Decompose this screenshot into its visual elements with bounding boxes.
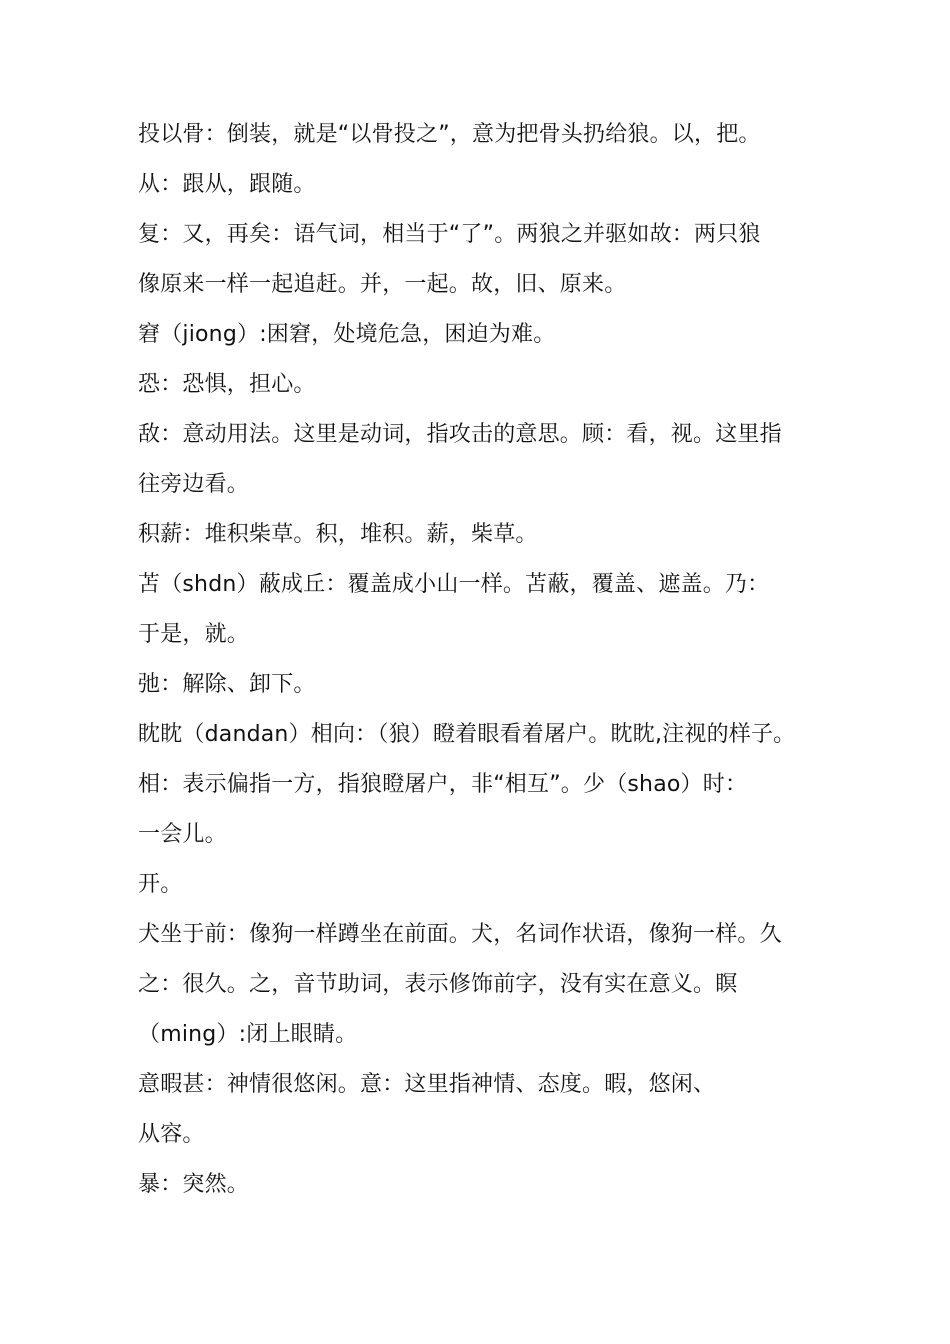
- text-line: 投以骨：倒装，就是“以骨投之”，意为把骨头扔给狼。以，把。: [138, 122, 761, 147]
- text-line: 恐：恐惧，担心。: [138, 372, 316, 397]
- text-line: （ming）:闭上眼睛。: [138, 1022, 358, 1047]
- text-line: 一会儿。: [138, 822, 227, 847]
- text-line: 眈眈（dandan）相向：（狼）瞪着眼看着屠户。眈眈,注视的样子。: [138, 722, 796, 747]
- text-line: 意暇甚：神情很悠闲。意：这里指神情、态度。暇，悠闲、: [138, 1072, 716, 1097]
- document-body: [138, 110, 838, 1210]
- text-line: 敌：意动用法。这里是动词，指攻击的意思。顾：看，视。这里指: [138, 422, 782, 447]
- text-line: 弛：解除、卸下。: [138, 672, 316, 697]
- text-line: 从：跟从，跟随。: [138, 172, 316, 197]
- text-line: 往旁边看。: [138, 472, 250, 497]
- text-line: 像原来一样一起追赶。并，一起。故，旧、原来。: [138, 272, 627, 297]
- text-line: 开。: [138, 872, 183, 897]
- text-line: 于是，就。: [138, 622, 250, 647]
- text-line: 暴：突然。: [138, 1172, 250, 1197]
- text-line: 窘（jiong）:困窘，处境危急，困迫为难。: [138, 322, 556, 347]
- text-line: 之：很久。之，音节助词，表示修饰前字，没有实在意义。瞑: [138, 972, 738, 997]
- text-line: 犬坐于前：像狗一样蹲坐在前面。犬，名词作状语，像狗一样。久: [138, 922, 782, 947]
- text-line: 相：表示偏指一方，指狼瞪屠户，非“相互”。少（shao）时：: [138, 772, 748, 797]
- text-line: 苫（shdn）蔽成丘：覆盖成小山一样。苫蔽，覆盖、遮盖。乃：: [138, 572, 770, 597]
- text-line: 积薪：堆积柴草。积，堆积。薪，柴草。: [138, 522, 538, 547]
- text-line: 复：又，再矣：语气词，相当于“了”。两狼之并驱如故：两只狼: [138, 222, 761, 247]
- text-line: 从容。: [138, 1122, 205, 1147]
